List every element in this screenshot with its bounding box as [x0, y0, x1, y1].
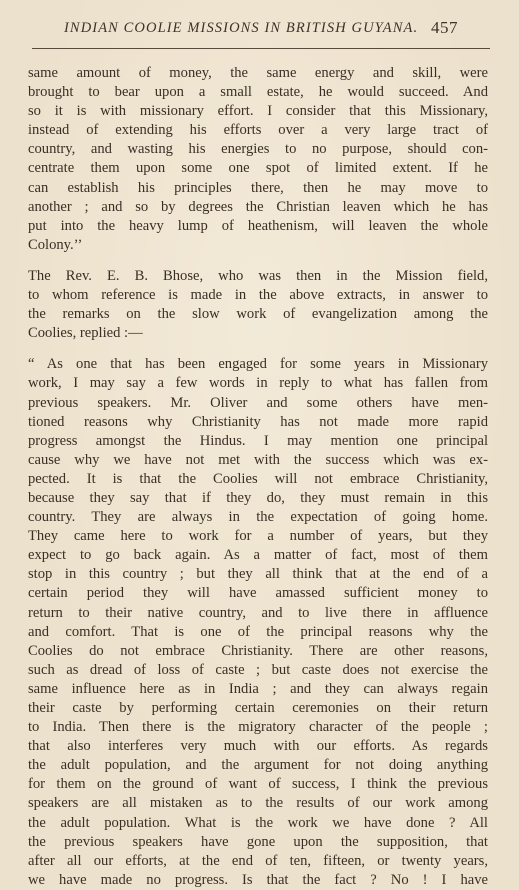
text-line: for them on the ground of want of success, I think the previous	[28, 776, 488, 793]
text-line: and comfort. That is one of the principal reasons why the	[28, 623, 488, 640]
text-line: same amount of money, the same energy and skill, were	[28, 65, 488, 81]
text-line: brought to bear upon a small estate, he would succeed. And	[28, 84, 488, 101]
text-line: such as dread of loss of caste ; but caste does not exercise the	[28, 661, 488, 678]
text-line: the adult population. What is the work we have done ? All	[28, 814, 488, 831]
text-line: return to their native country, and to live there in affluence	[28, 604, 488, 621]
paragraph-gap	[28, 255, 488, 267]
text-line: the previous speakers have gone upon the supposition, that	[28, 833, 488, 850]
text-line: same influence here as in India ; and they can always regain	[28, 680, 488, 697]
running-head	[0, 20, 519, 44]
text-line: expect to go back again. As a matter of fact, most of them	[28, 547, 488, 564]
text-line: The Rev. E. B. Bhose, who was then in the Mission field,	[28, 267, 488, 284]
text-line: the adult population, and the argument for not doing anything	[28, 757, 488, 774]
text-line: to whom reference is made in the above extracts, in answer to	[28, 287, 488, 304]
running-title: INDIAN COOLIE MISSIONS IN BRITISH GUYANA.	[64, 20, 419, 36]
text-line: cause why we have not met with the success which was ex-	[28, 451, 488, 468]
text-line: work, I may say a few words in reply to what has fallen from	[28, 375, 488, 392]
text-line: because they say that if they do, they must remain in this	[28, 489, 488, 506]
text-line: Coolies do not embrace Christianity. There are other reasons,	[28, 642, 488, 659]
text-line: instead of extending his efforts over a very large tract of	[28, 122, 488, 139]
text-line: the remarks on the slow work of evangelization among the	[28, 306, 488, 323]
header-rule	[32, 48, 490, 49]
text-line: pected. It is that the Coolies will not embrace Christianity,	[28, 470, 488, 487]
text-line: certain period they will have amassed sufficient money to	[28, 585, 488, 602]
text-line: They came here to work for a number of years, but they	[28, 528, 488, 545]
text-line: previous speakers. Mr. Oliver and some others have men-	[28, 394, 488, 411]
text-line: Coolies, replied :—	[28, 325, 143, 342]
text-line: tioned reasons why Christianity has not made more rapid	[28, 413, 488, 430]
text-line: so it is with missionary effort. I consider that this Missionary,	[28, 103, 488, 120]
text-line: that also interferes very much with our efforts. As regards	[28, 738, 488, 755]
text-line: to India. Then there is the migratory character of the people ;	[28, 719, 488, 736]
paragraph-2	[28, 267, 488, 343]
paragraph-gap	[28, 343, 488, 355]
page-number: 457	[431, 18, 458, 37]
text-line: put into the heavy lump of heathenism, will leaven the whole	[28, 217, 488, 234]
text-line: country, and wasting his energies to no purpose, should con-	[28, 141, 488, 158]
text-line: their caste by performing certain ceremonies on their return	[28, 700, 488, 716]
paragraph-1	[28, 64, 488, 255]
text-line: can establish his principles there, then he may move to	[28, 179, 488, 196]
text-line: “ As one that has been engaged for some years in Missionary	[28, 356, 488, 373]
text-line: stop in this country ; but they all think that at the end of a	[28, 566, 488, 583]
text-line: speakers are all mistaken as to the results of our work among	[28, 795, 488, 812]
body-text	[28, 64, 488, 890]
text-line: centrate them upon some one spot of limited extent. If he	[28, 160, 488, 177]
text-line: after all our efforts, at the end of ten, fifteen, or twenty years,	[28, 852, 488, 869]
text-line: another ; and so by degrees the Christian leaven which he has	[28, 198, 488, 215]
paragraph-3	[28, 355, 488, 890]
text-line: country. They are always in the expectation of going home.	[28, 509, 488, 526]
text-line: progress amongst the Hindus. I may mention one principal	[28, 432, 488, 449]
text-line: Colony.’’	[28, 236, 83, 253]
text-line: we have made no progress. Is that the fact ? No ! I have	[28, 871, 488, 888]
